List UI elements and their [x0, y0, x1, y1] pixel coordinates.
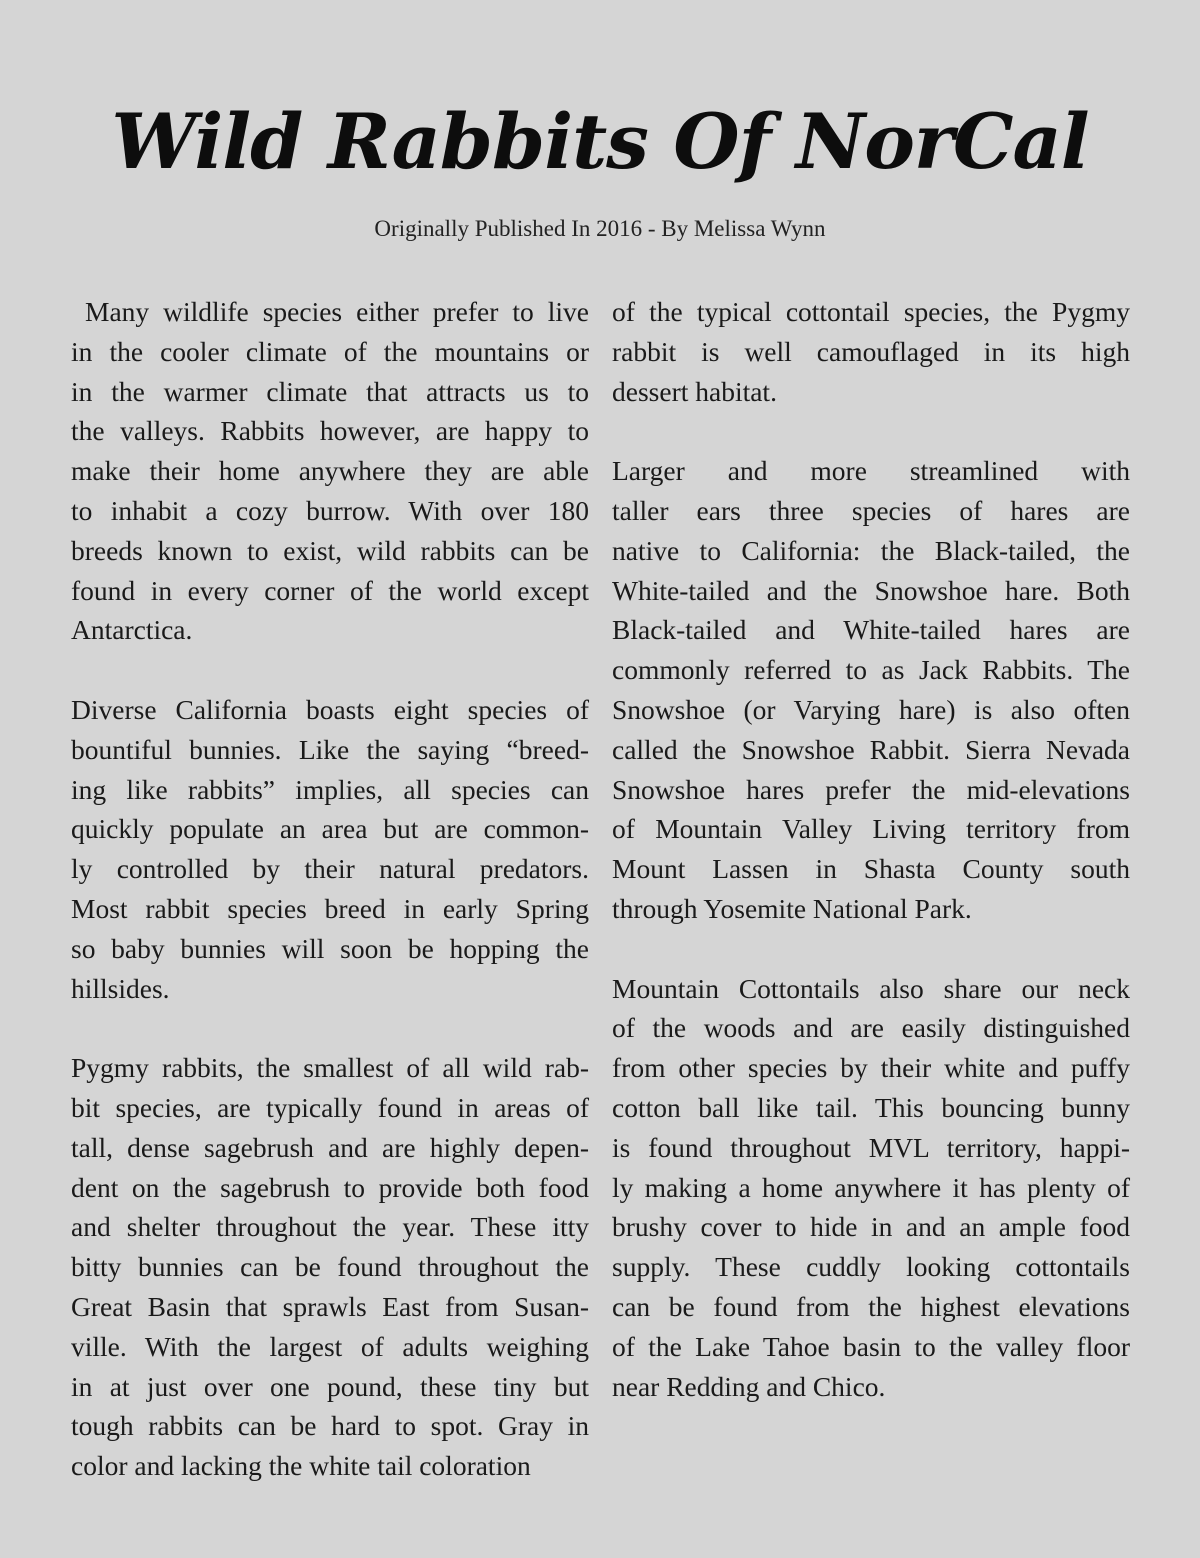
- text-line: of the woods and are easily distinguished: [612, 1012, 1130, 1044]
- text-line: rabbit is well camouflaged in its high: [612, 335, 1130, 367]
- text-line: and shelter throughout the year. These itty: [71, 1211, 589, 1243]
- text-line: taller ears three species of hares are: [612, 494, 1130, 526]
- text-line: quickly populate an area but are common-: [71, 813, 589, 845]
- text-line: Mount Lassen in Shasta County south: [612, 853, 1130, 885]
- text-line: bitty bunnies can be found throughout the: [71, 1251, 589, 1283]
- text-line: ing like rabbits” implies, all species can: [71, 773, 589, 805]
- text-line: bountiful bunnies. Like the saying “breed-: [71, 733, 589, 765]
- text-line: of the typical cottontail species, the Pygmy: [612, 296, 1130, 327]
- text-line: Diverse California boasts eight species of: [71, 693, 589, 725]
- text-line: Larger and more streamlined with: [612, 455, 1130, 487]
- text-line: to inhabit a cozy burrow. With over 180: [71, 494, 589, 526]
- text-line: Mountain Cottontails also share our neck: [612, 972, 1130, 1004]
- text-line: in the cooler climate of the mountains or: [71, 335, 589, 367]
- text-line: is found throughout MVL territory, happi-: [612, 1131, 1130, 1163]
- text-line: Snowshoe hares prefer the mid-elevations: [612, 773, 1130, 805]
- text-line: dessert habitat.: [612, 375, 777, 407]
- text-line: hillsides.: [71, 972, 170, 1004]
- text-line: tough rabbits can be hard to spot. Gray in: [71, 1410, 589, 1442]
- text-line: from other species by their white and puffy: [612, 1052, 1130, 1084]
- text-line: dent on the sagebrush to provide both food: [71, 1171, 589, 1203]
- text-line: brushy cover to hide in and an ample food: [612, 1211, 1130, 1243]
- text-line: Many wildlife species either prefer to live: [71, 296, 589, 327]
- paragraph-mountain-cottontails: [612, 969, 1130, 1407]
- text-line: so baby bunnies will soon be hopping the: [71, 932, 589, 964]
- text-line: Great Basin that sprawls East from Susan-: [71, 1290, 589, 1322]
- text-line: Black-tailed and White-tailed hares are: [612, 614, 1130, 646]
- text-line: breeds known to exist, wild rabbits can be: [71, 534, 589, 566]
- paragraph-pygmy-rabbits: [71, 1048, 589, 1486]
- text-line: Antarctica.: [71, 614, 193, 646]
- text-line: make their home anywhere they are able: [71, 455, 589, 487]
- text-line: Pygmy rabbits, the smallest of all wild rab-: [71, 1052, 589, 1084]
- text-line: in at just over one pound, these tiny but: [71, 1370, 589, 1402]
- text-line: in the warmer climate that attracts us to: [71, 375, 589, 407]
- text-line: the valleys. Rabbits however, are happy to: [71, 415, 589, 447]
- text-line: ville. With the largest of adults weighing: [71, 1330, 589, 1362]
- paragraph-pygmy-continued: [612, 292, 1130, 411]
- text-line: ly controlled by their natural predators.: [71, 853, 589, 885]
- text-line: called the Snowshoe Rabbit. Sierra Nevada: [612, 733, 1130, 765]
- text-line: of the Lake Tahoe basin to the valley floor: [612, 1330, 1130, 1362]
- text-line: color and lacking the white tail coloration: [71, 1450, 531, 1482]
- text-line: native to California: the Black-tailed, the: [612, 534, 1130, 566]
- text-line: ly making a home anywhere it has plenty of: [612, 1171, 1130, 1203]
- article-byline: Originally Published In 2016 - By Melissa Wynn: [374, 216, 826, 241]
- text-line: Most rabbit species breed in early Spring: [71, 892, 589, 924]
- text-line: White-tailed and the Snowshoe hare. Both: [612, 574, 1130, 606]
- text-line: bit species, are typically found in areas of: [71, 1091, 589, 1123]
- text-line: commonly referred to as Jack Rabbits. The: [612, 654, 1130, 686]
- paragraph-intro: [71, 292, 589, 650]
- paragraph-california-species: [71, 690, 589, 1008]
- text-line: supply. These cuddly looking cottontails: [612, 1251, 1130, 1283]
- text-line: of Mountain Valley Living territory from: [612, 813, 1130, 845]
- text-line: tall, dense sagebrush and are highly depen-: [71, 1131, 589, 1163]
- text-line: cotton ball like tail. This bouncing bunny: [612, 1091, 1130, 1123]
- left-column: [71, 292, 589, 1526]
- text-line: Snowshoe (or Varying hare) is also often: [612, 693, 1130, 725]
- paragraph-hares: [612, 451, 1130, 929]
- article-title: Wild Rabbits Of NorCal: [111, 97, 1089, 186]
- right-column: [612, 292, 1130, 1446]
- text-line: can be found from the highest elevations: [612, 1290, 1130, 1322]
- text-line: near Redding and Chico.: [612, 1370, 886, 1402]
- text-line: found in every corner of the world except: [71, 574, 589, 606]
- text-line: through Yosemite National Park.: [612, 892, 972, 924]
